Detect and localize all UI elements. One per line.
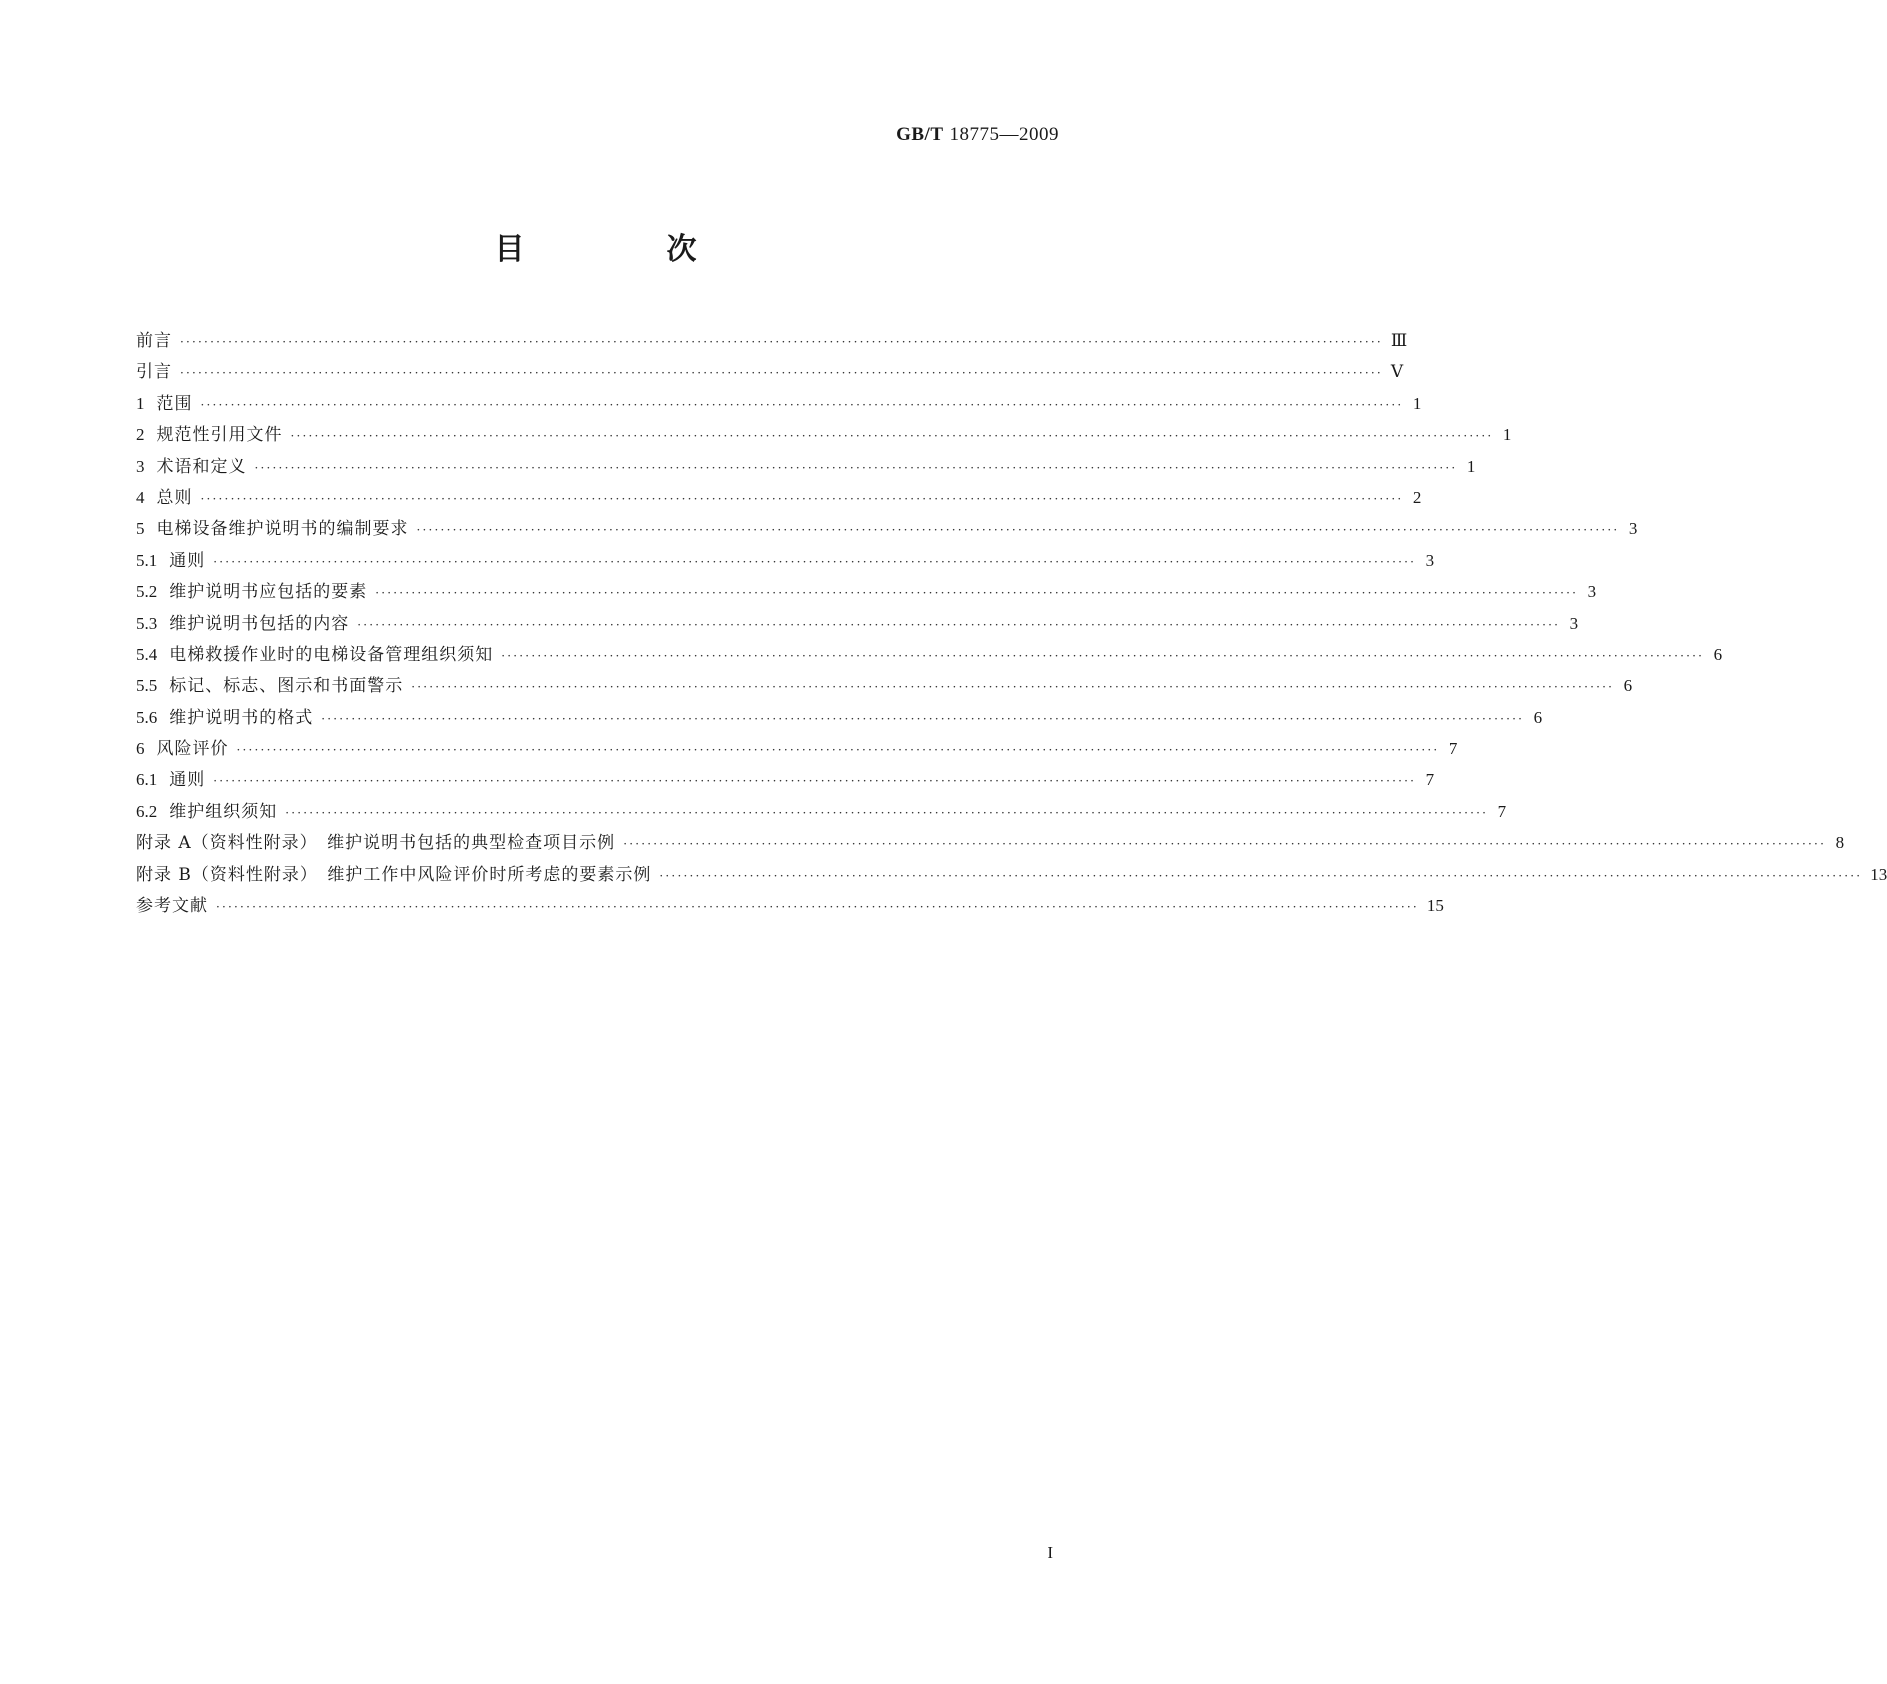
toc-entry[interactable] (136, 734, 1458, 765)
toc-entry[interactable] (136, 891, 1444, 922)
toc-entry-number: 5 (136, 519, 145, 539)
table-of-contents (136, 326, 1887, 922)
toc-entry-page: 15 (1426, 896, 1444, 916)
toc-entry[interactable] (136, 420, 1512, 451)
toc-entry-page: 3 (1569, 613, 1579, 633)
toc-entry[interactable] (136, 326, 1408, 357)
toc-entry-page: 1 (1412, 393, 1422, 413)
toc-entry-page: 7 (1425, 770, 1435, 790)
toc-entry-label: 维护组织须知 (169, 801, 278, 822)
toc-entry[interactable] (136, 640, 1723, 671)
toc-entry-number: 5.1 (136, 550, 158, 570)
toc-entry-page: 6 (1713, 644, 1723, 664)
toc-leader-dots: ········································································································································································································ (236, 743, 1440, 758)
toc-leader-dots: ········································································································································································································ (180, 335, 1383, 349)
toc-leader-dots: ········································································································································································································ (180, 366, 1383, 381)
toc-entry-label: 规范性引用文件 (156, 425, 283, 446)
toc-entry[interactable] (136, 577, 1597, 608)
toc-entry[interactable] (136, 357, 1404, 388)
toc-entry-number: 5.5 (136, 676, 158, 696)
toc-entry[interactable] (136, 671, 1633, 702)
toc-entry-page: 2 (1412, 487, 1422, 507)
toc-entry[interactable] (136, 703, 1543, 734)
toc-entry-page: 6 (1533, 707, 1543, 727)
toc-leader-dots: ········································································································································································································ (357, 617, 1561, 632)
toc-entry[interactable] (136, 546, 1435, 577)
toc-entry-number: 3 (136, 456, 145, 476)
toc-entry-number: 5.3 (136, 613, 158, 633)
toc-leader-dots: ········································································································································································································ (216, 900, 1419, 915)
toc-entry-label: 通则 (169, 550, 206, 571)
toc-entry-label: 通则 (169, 770, 206, 791)
toc-entry-page: 7 (1448, 739, 1458, 759)
toc-leader-dots: ········································································································································································································ (416, 523, 1620, 538)
toc-entry-page: 3 (1628, 519, 1638, 539)
toc-entry-number: 2 (136, 425, 145, 445)
toc-entry-label: 风险评价 (156, 739, 229, 760)
toc-entry-label: 参考文献 (136, 896, 208, 917)
toc-leader-dots: ········································································································································································································ (321, 711, 1525, 726)
toc-entry-number: 5.2 (136, 582, 158, 602)
toc-leader-dots: ········································································································································································································ (213, 774, 1417, 789)
toc-entry[interactable] (136, 514, 1638, 545)
toc-entry-number: 6 (136, 739, 145, 759)
toc-entry-page: 8 (1835, 833, 1845, 853)
toc-entry-page: 1 (1466, 456, 1476, 476)
toc-leader-dots: ········································································································································································································ (200, 491, 1404, 506)
toc-entry[interactable] (136, 389, 1422, 420)
toc-entry[interactable] (136, 765, 1435, 796)
document-code-prefix: GB/T (896, 124, 944, 145)
toc-leader-dots: ········································································································································································································ (200, 397, 1404, 412)
toc-leader-dots: ········································································································································································································ (213, 554, 1417, 569)
toc-entry[interactable] (136, 797, 1507, 828)
toc-leader-dots: ········································································································································································································ (290, 429, 1494, 444)
toc-entry-number: 4 (136, 487, 145, 507)
toc-leader-dots: ········································································································································································································ (375, 586, 1579, 601)
toc-entry-label: 总则 (156, 487, 193, 508)
toc-entry-label: 电梯救援作业时的电梯设备管理组织须知 (169, 644, 494, 665)
toc-entry-label: 范围 (156, 393, 193, 414)
toc-entry-number: 5.4 (136, 644, 158, 664)
toc-entry-page: 3 (1587, 582, 1597, 602)
toc-leader-dots: ········································································································································································································ (623, 837, 1827, 852)
toc-entry-label: 维护说明书应包括的要素 (169, 582, 368, 603)
toc-entry-page: Ⅴ (1390, 362, 1404, 382)
document-code (896, 124, 1059, 146)
toc-leader-dots: ········································································································································································································ (254, 460, 1458, 475)
toc-entry-label: 前言 (136, 331, 172, 351)
toc-entry-label: 附录 A（资料性附录） 维护说明书包括的典型检查项目示例 (136, 833, 616, 854)
toc-entry-label: 电梯设备维护说明书的编制要求 (156, 519, 409, 540)
toc-entry-label: 引言 (136, 362, 172, 383)
toc-entry-page: Ⅲ (1390, 331, 1408, 350)
toc-entry[interactable] (136, 860, 1887, 891)
toc-entry-label: 维护说明书包括的内容 (169, 613, 350, 634)
toc-entry-number: 6.2 (136, 801, 158, 821)
toc-entry-number: 5.6 (136, 707, 158, 727)
toc-entry-number: 6.1 (136, 770, 158, 790)
toc-entry-page: 3 (1425, 550, 1435, 570)
page-number: I (1047, 1543, 1053, 1562)
toc-leader-dots: ········································································································································································································ (411, 680, 1615, 695)
toc-entry-label: 标记、标志、图示和书面警示 (169, 676, 404, 697)
toc-entry-page: 6 (1623, 676, 1633, 696)
toc-leader-dots: ········································································································································································································ (659, 868, 1863, 883)
toc-entry[interactable] (136, 483, 1422, 514)
toc-entry[interactable] (136, 828, 1845, 859)
toc-entry-page: 13 (1870, 864, 1887, 884)
toc-entry-page: 1 (1502, 425, 1512, 445)
toc-leader-dots: ········································································································································································································ (285, 805, 1489, 820)
document-code-number: 18775—2009 (949, 124, 1059, 145)
toc-entry-number: 1 (136, 393, 145, 413)
toc-entry[interactable] (136, 609, 1579, 640)
toc-entry-page: 7 (1497, 801, 1507, 821)
toc-leader-dots: ········································································································································································································ (501, 648, 1705, 663)
page-title: 目 次 (494, 232, 753, 267)
toc-entry-label: 维护说明书的格式 (169, 707, 314, 728)
toc-entry-label: 附录 B（资料性附录） 维护工作中风险评价时所考虑的要素示例 (136, 864, 652, 885)
toc-entry-label: 术语和定义 (156, 456, 247, 477)
toc-entry[interactable] (136, 452, 1476, 483)
